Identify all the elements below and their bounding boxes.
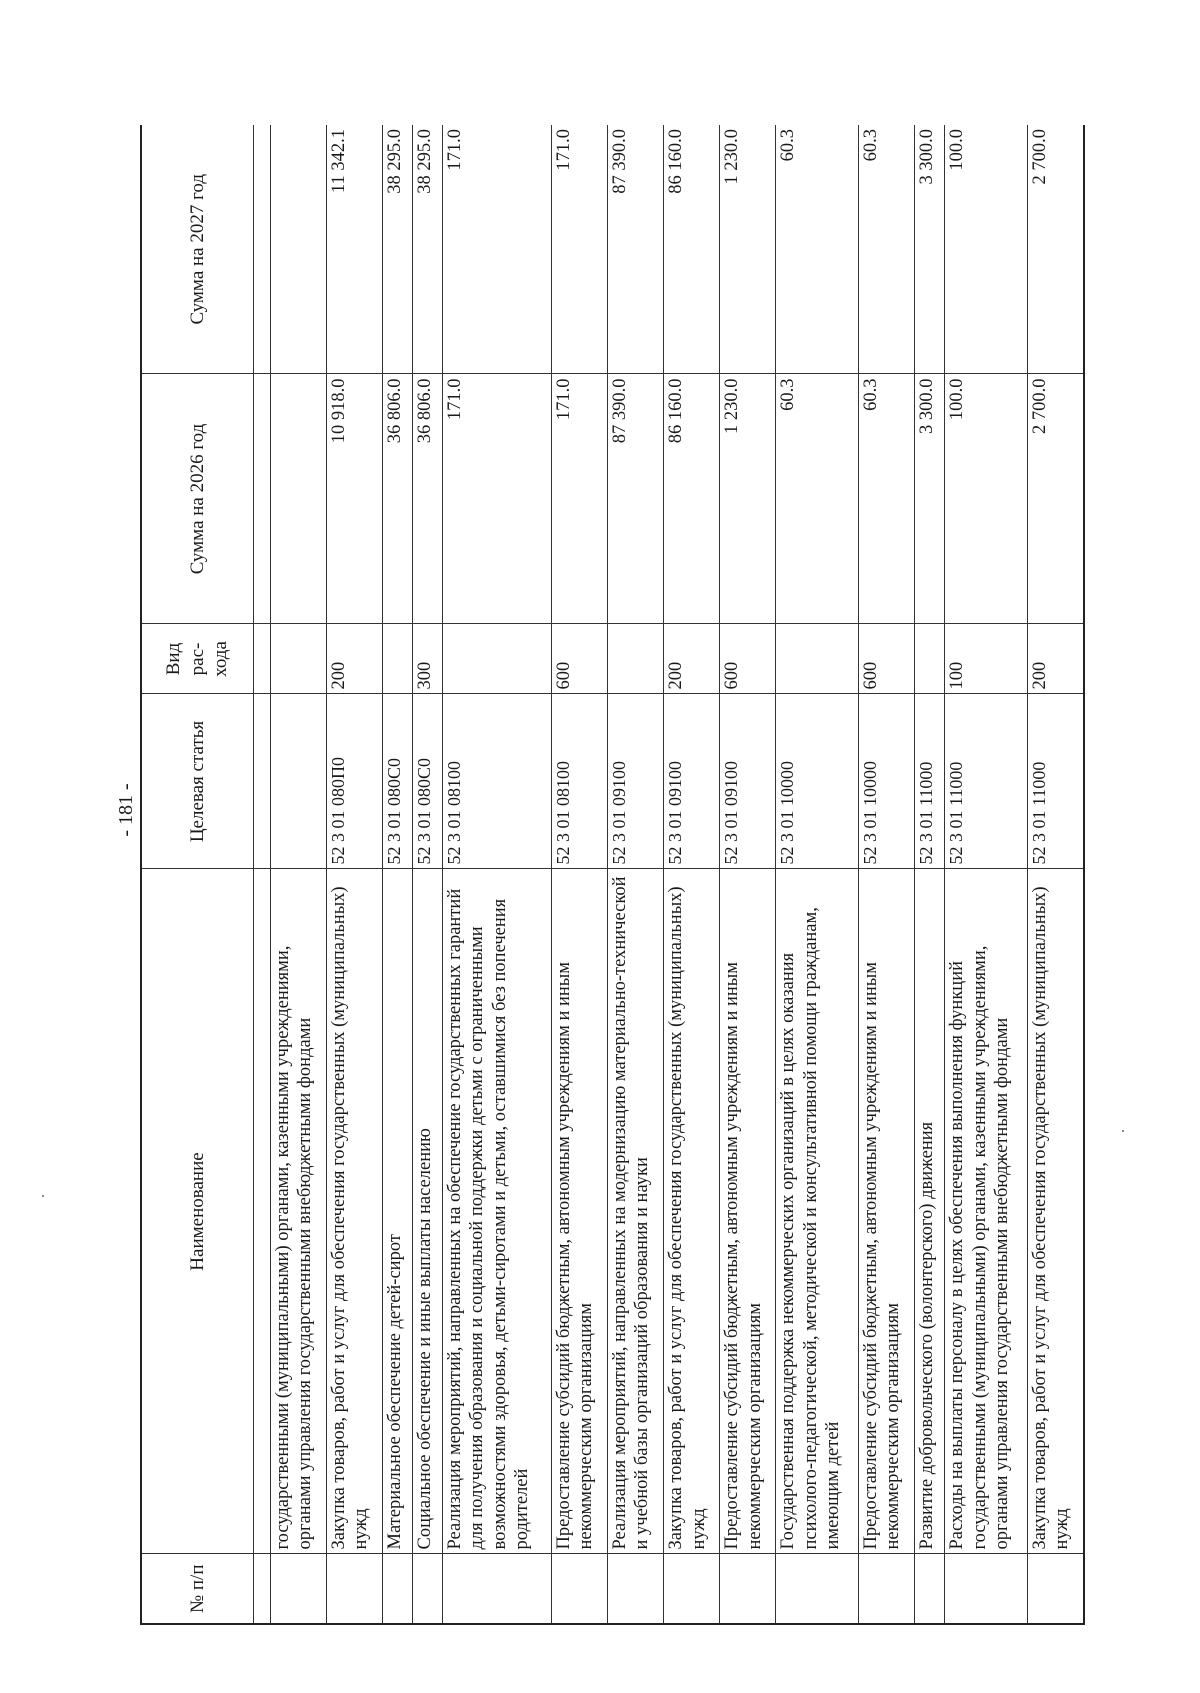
landscape-page: [140, 125, 1085, 1625]
cell-target: 52 3 01 08100: [442, 694, 551, 869]
cell-type: 600: [720, 624, 776, 694]
cell-type: [382, 624, 412, 694]
cell-name: Реализация мероприятий, направленных на модернизацию материально-технической и учебной базы организаций образования и науки: [607, 869, 663, 1554]
table-row: [663, 125, 719, 1624]
cell-target: [270, 694, 326, 869]
cell-num: [858, 1554, 914, 1624]
cell-sum-2027: 171.0: [551, 125, 607, 374]
cell-sum-2026: 2 700.0: [1027, 374, 1084, 624]
cell-name: Государственная поддержка некоммерческих организаций в целях оказания психолого-педагогической, методической и консультативной помощи гражданам, имеющим детей: [776, 869, 859, 1554]
cell-sum-2026: 36 806.0: [412, 374, 442, 624]
cell-name: Закупка товаров, работ и услуг для обеспечения государственных (муниципальных) нужд: [663, 869, 719, 1554]
header-sum-2026: Сумма на 2026 год: [141, 374, 253, 624]
cell-num: [944, 1554, 1027, 1624]
cell-target: 52 3 01 10000: [858, 694, 914, 869]
header-target: Целевая статья: [141, 694, 253, 869]
scan-speck: [1122, 1130, 1124, 1132]
cell-type: 200: [663, 624, 719, 694]
cell-sum-2027: 100.0: [944, 125, 1027, 374]
cell-target: 52 3 01 09100: [607, 694, 663, 869]
cell-type: [776, 624, 859, 694]
cell-type: 100: [944, 624, 1027, 694]
cell-sum-2027: 3 300.0: [915, 125, 945, 374]
cell-type: 200: [1027, 624, 1084, 694]
cell-name: Развитие добровольческого (волонтерского) движения: [915, 869, 945, 1554]
cell-target: 52 3 01 08100: [551, 694, 607, 869]
cell-name: Закупка товаров, работ и услуг для обеспечения государственных (муниципальных) нужд: [1027, 869, 1084, 1554]
cell-type: 300: [412, 624, 442, 694]
cell-num: [270, 1554, 326, 1624]
header-sum-2027: Сумма на 2027 год: [141, 125, 253, 374]
cell-target: 52 3 01 080П0: [326, 694, 382, 869]
cell-sum-2026: 86 160.0: [663, 374, 719, 624]
cell-sum-2027: 60.3: [858, 125, 914, 374]
cell-sum-2026: 60.3: [858, 374, 914, 624]
header-name: Наименование: [141, 869, 253, 1554]
cell-sum-2026: 1 230.0: [720, 374, 776, 624]
cell-num: [1027, 1554, 1084, 1624]
cell-sum-2026: 36 806.0: [382, 374, 412, 624]
cell-sum-2027: 2 700.0: [1027, 125, 1084, 374]
page-number: - 181 -: [115, 783, 137, 837]
budget-table: [140, 125, 1085, 1625]
table-row: [412, 125, 442, 1624]
cell-type: [607, 624, 663, 694]
table-row: [944, 125, 1027, 1624]
cell-num: [551, 1554, 607, 1624]
cell-target: 52 3 01 080С0: [412, 694, 442, 869]
table-spacer-row: [253, 125, 270, 1624]
cell-sum-2027: 11 342.1: [326, 125, 382, 374]
table-row: [1027, 125, 1084, 1624]
header-type: Вид рас-хода: [141, 624, 253, 694]
table-row: [858, 125, 914, 1624]
cell-sum-2027: 38 295.0: [382, 125, 412, 374]
cell-target: 52 3 01 080С0: [382, 694, 412, 869]
cell-target: 52 3 01 10000: [776, 694, 859, 869]
scan-speck: [42, 1195, 44, 1197]
cell-sum-2027: [270, 125, 326, 374]
cell-sum-2026: 60.3: [776, 374, 859, 624]
cell-type: [270, 624, 326, 694]
cell-sum-2026: 171.0: [551, 374, 607, 624]
cell-sum-2027: 1 230.0: [720, 125, 776, 374]
table-row: [551, 125, 607, 1624]
cell-sum-2027: 86 160.0: [663, 125, 719, 374]
cell-type: [442, 624, 551, 694]
cell-sum-2026: 10 918.0: [326, 374, 382, 624]
cell-target: 52 3 01 09100: [663, 694, 719, 869]
cell-num: [382, 1554, 412, 1624]
cell-sum-2027: 60.3: [776, 125, 859, 374]
table-row: [607, 125, 663, 1624]
cell-name: Предоставление субсидий бюджетным, автономным учреждениям и иным некоммерческим организациям: [551, 869, 607, 1554]
cell-num: [776, 1554, 859, 1624]
budget-table-frame: [140, 125, 1085, 1625]
cell-name: Социальное обеспечение и иные выплаты населению: [412, 869, 442, 1554]
table-row: [270, 125, 326, 1624]
table-row: [720, 125, 776, 1624]
cell-name: Предоставление субсидий бюджетным, автономным учреждениям и иным некоммерческим организациям: [720, 869, 776, 1554]
cell-sum-2027: 171.0: [442, 125, 551, 374]
table-row: [915, 125, 945, 1624]
cell-num: [442, 1554, 551, 1624]
table-row: [382, 125, 412, 1624]
cell-sum-2026: 3 300.0: [915, 374, 945, 624]
cell-type: 600: [858, 624, 914, 694]
cell-type: [915, 624, 945, 694]
cell-name: Реализация мероприятий, направленных на обеспечение государственных гарантий для получения образования и социальной поддержки детьми с ограниченными возможностями здоровья, детьми-сиротами и детьми, оставшимися без попечения родителей: [442, 869, 551, 1554]
table-row: [326, 125, 382, 1624]
header-num: № п/п: [141, 1554, 253, 1624]
cell-num: [915, 1554, 945, 1624]
cell-sum-2026: 171.0: [442, 374, 551, 624]
cell-sum-2026: 100.0: [944, 374, 1027, 624]
cell-num: [720, 1554, 776, 1624]
table-header-row: [141, 125, 253, 1624]
cell-sum-2027: 87 390.0: [607, 125, 663, 374]
cell-name: Предоставление субсидий бюджетным, автономным учреждениям и иным некоммерческим организациям: [858, 869, 914, 1554]
cell-sum-2026: 87 390.0: [607, 374, 663, 624]
cell-name: Закупка товаров, работ и услуг для обеспечения государственных (муниципальных) нужд: [326, 869, 382, 1554]
cell-num: [412, 1554, 442, 1624]
table-row: [776, 125, 859, 1624]
cell-name: государственными (муниципальными) органами, казенными учреждениями, органами управления государственными внебюджетными фондами: [270, 869, 326, 1554]
cell-sum-2026: [270, 374, 326, 624]
cell-target: 52 3 01 11000: [944, 694, 1027, 869]
cell-sum-2027: 38 295.0: [412, 125, 442, 374]
cell-num: [663, 1554, 719, 1624]
cell-target: 52 3 01 11000: [915, 694, 945, 869]
cell-type: 600: [551, 624, 607, 694]
cell-name: Расходы на выплаты персоналу в целях обеспечения выполнения функций государственными (муниципальными) органами, казенными учреждениями, органами управления государственными внебюджетными фондами: [944, 869, 1027, 1554]
cell-num: [326, 1554, 382, 1624]
table-row: [442, 125, 551, 1624]
cell-type: 200: [326, 624, 382, 694]
cell-target: 52 3 01 11000: [1027, 694, 1084, 869]
cell-num: [607, 1554, 663, 1624]
cell-name: Материальное обеспечение детей-сирот: [382, 869, 412, 1554]
cell-target: 52 3 01 09100: [720, 694, 776, 869]
